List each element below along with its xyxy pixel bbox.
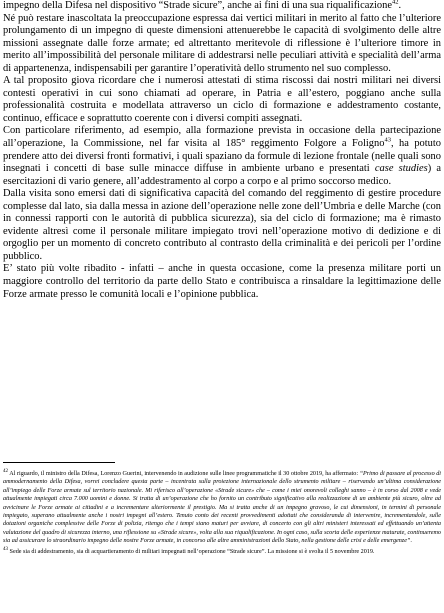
paragraph-5: E’ stato più volte ribadito - infatti – anche in questa occasione, come la presenza militare porti un maggiore controllo del territorio da parte dello Stato e contribuisca a rinsaldare la legittimazione delle Forze armate presso le comunità locali e l’opinione pubblica.: [3, 263, 441, 300]
paragraph-4: Dalla visita sono emersi dati di significativa capacità del comando del reggimento di gestire procedure complesse dal lato, sia dalla messa in azione dell’operazione nelle zone dell’Umbria e delle Marche (con in connessi rapporti con le autorità di pubblica sicurezza), sia del ciclo di formazione; ma è rimasto evidente altresì come il personale militare impiegato trovi nell’operazione motivo di dedizione e di orgoglio per un momento di concreto contributo al contrasto della criminalità e dei pericoli per l’ordine pubblico.: [3, 188, 441, 262]
paragraph-0: impegno della Difesa nel dispositivo “Strade sicure”, anche ai fini di una sua riqualificazione$^{42}$.: [3, 0, 402, 11]
footnote-ref-42[interactable]: 42: [391, 0, 399, 6]
footnote-43: $^{43}$ Sede sia di addestramento, sia di acquartieramento di militari impegnati nell’operazione “Strade sicure”. La missione si è svolta il 5 novembre 2019.: [3, 546, 375, 555]
footnote-number: 43: [3, 546, 8, 552]
footnote-quote: “Primo di passare al processo di ammodernamento della Difesa, vorrei concludere questa parte – incentrata sulla proiezione internazionale dello strumento militare – riservando un’ultima considerazione all’impiego delle Forze armate sul territorio nazionale. Mi riferisco all’operazione «Strade sicure» che – come i miei onorevoli colleghi sanno – è in corso dal 2008 e vede attualmente impiegati circa 7.000 uomini e donne. Si tratta di un’operazione che ho fornito un contributo significativo alla realizzazione di un ambiente più sicuro, oltre ad avvicinare le Forze armate ai cittadini e a incrementare ulteriormente il prestigio. Ma si tratta anche di un impegno gravoso, le cui dimensioni, in termini di personale impiegato, superano attualmente anche i nostri impegni all’estero. Tenuto conto dei recenti provvedimenti adottati che consideranda di intervenire, incrementandole, sulle dotazioni organiche complessive delle Forze di polizia, ritengo che i tempi siano maturi per avviare, di concerto con gli altri ministeri interessati ed effettuando un’attenta valutazione del quadro di sicurezza interno, una riflessione su «Strade sicure», volta alla sua riqualificazione. In ogni caso, sulla scorta delle esperienze maturate, continueremo sia ad assicurare lo straordinario impegno delle nostre Forze armate, in concorso alle altre amministrazioni dello Stato, nella gestione delle crisi e delle emergenze”: [3, 471, 441, 545]
body-text: [3, 0, 441, 301]
paragraph-3: Con particolare riferimento, ad esempio, alla formazione prevista in occasione della partecipazione all’operazione, la Commissione, nel far visita al 185° reggimento Folgore a Foligno$^{43}$, ha potuto prendere atto dei diversi fronti formativi, i quali spaziano da formule di lezione frontale (nelle quali sono insegnati i concetti di base sulle minacce diffuse in ambiente urbano e presentati case studies) a esercitazioni di vario genere, all’addestramento al corpo a corpo e al primo soccorso medico.: [3, 125, 442, 187]
footnote-number: 42: [3, 468, 8, 474]
footnote-42: $^{42}$ Al riguardo, il ministro della Difesa, Lorenzo Guerini, intervenendo in audizione sulle linee programmatiche il 30 ottobre 2019, ha affermato: “Primo di passare al processo di ammodernamento della Difesa, vorrei concludere questa parte – incentrata sulla proiezione internazionale dello strumento militare – riservando un’ultima considerazione all’impiego delle Forze armate sul territorio nazionale. Mi riferisco all’operazione «Strade sicure» che – come i miei onorevoli colleghi sanno – è in corso dal 2008 e vede attualmente impiegati circa 7.000 uomini e donne. Si tratta di un’operazione che ho fornito un contributo significativo alla realizzazione di un ambiente più sicuro, oltre ad avvicinare le Forze armate ai cittadini e a incrementare ulteriormente il prestigio. Ma si tratta anche di un impegno gravoso, le cui dimensioni, in termini di personale impiegato, superano attualmente anche i nostri impegni all’estero. Tenuto conto dei recenti provvedimenti adottati che consideranda di intervenire, incrementandole, sulle dotazioni organiche complessive delle Forze di polizia, ritengo che i tempi siano maturi per avviare, di concerto con gli altri ministeri interessati ed effettuando un’attenta valutazione del quadro di sicurezza interno, una riflessione su «Strade sicure», volta alla sua riqualificazione. In ogni caso, sulla scorta delle esperienze maturate, continueremo sia ad assicurare lo straordinario impegno delle nostre Forze armate, in concorso alle altre amministrazioni dello Stato, nella gestione delle crisi e delle emergenze”.: [3, 468, 441, 545]
footnote-divider: [3, 462, 115, 463]
paragraph-2: A tal proposito giova ricordare che i numerosi attestati di stima riscossi dai nostri militari nei diversi contesti operativi in cui sono chiamati ad operare, in Patria e all’estero, poggiano anche sulla professionalità costruita e modellata attraverso un ciclo di formazione e addestramento costante, continuo, efficace e soprattutto coerente con i diversi compiti assegnati.: [3, 75, 441, 124]
footnote-ref-43[interactable]: 43: [384, 136, 391, 144]
paragraph-1: Né può restare inascoltata la preoccupazione espressa dai vertici militari in merito al fatto che l’ulteriore prolungamento di un impegno di queste dimensioni attenuerebbe le capacità di svolgimento delle altre missioni assegnate dalle forze armate; ed altrettanto meritevole di riflessione è l’ulteriore timore in merito all’impossibilità del personale militare di addestrarsi nelle peculiari attività e specialità dell’arma di appartenenza, indispensabili per garantire l’operatività dello strumento nel suo complesso.: [3, 12, 441, 74]
footnotes: [3, 470, 441, 558]
italic-term: case studies: [374, 163, 428, 175]
